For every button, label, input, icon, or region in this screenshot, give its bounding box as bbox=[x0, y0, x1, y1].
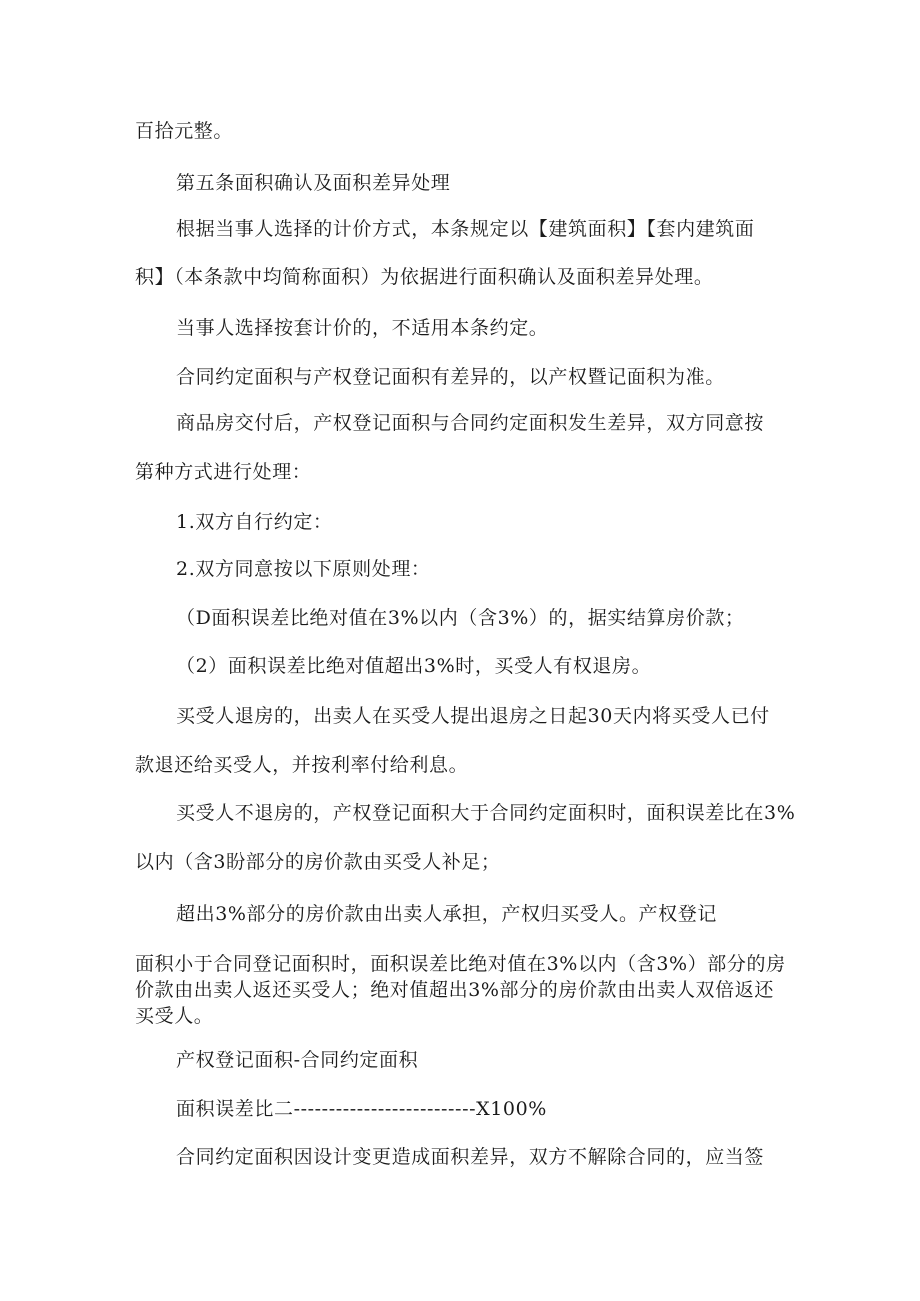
paragraph-line: 合同约定面积与产权登记面积有差异的，以产权暨记面积为准。 bbox=[176, 366, 725, 388]
paragraph-line: 款退还给买受人，并按利率付给利息。 bbox=[135, 754, 469, 776]
list-item: 2.双方同意按以下原则处理： bbox=[176, 558, 431, 580]
paragraph-line: 面积小于合同登记面积时，面积误差比绝对值在3%以内（含3%）部分的房 bbox=[135, 953, 786, 975]
paragraph-line: 积】（本条款中均简称面积）为依据进行面积确认及面积差异处理。 bbox=[135, 266, 714, 288]
paragraph-line: 买受人不退房的，产权登记面积大于合同约定面积时，面积误差比在3% bbox=[176, 802, 796, 824]
paragraph-line: 价款由出卖人返还买受人；绝对值超出3%部分的房价款由出卖人双倍返还 bbox=[135, 979, 774, 1001]
paragraph-line: 第种方式进行处理： bbox=[135, 461, 312, 483]
paragraph-line: 当事人选择按套计价的，不适用本条约定。 bbox=[176, 317, 549, 339]
formula-line: 面积误差比二--------------------------X100% bbox=[176, 1098, 547, 1120]
paragraph-line: 超出3%部分的房价款由出卖人承担，产权归买受人。产权登记 bbox=[176, 903, 717, 925]
formula-numerator: 产权登记面积-合同约定面积 bbox=[176, 1049, 419, 1071]
paragraph-line: 根据当事人选择的计价方式，本条规定以【建筑面积】【套内建筑面 bbox=[176, 218, 755, 240]
paragraph-line: 商品房交付后，产权登记面积与合同约定面积发生差异，双方同意按 bbox=[176, 412, 765, 434]
paragraph-line: 合同约定面积因设计变更造成面积差异，双方不解除合同的，应当签 bbox=[176, 1146, 765, 1168]
paragraph-line: 百拾元整。 bbox=[135, 120, 234, 142]
paragraph-line: 以内（含3盼部分的房价款由买受人补足； bbox=[135, 851, 501, 873]
list-item: （D面积误差比绝对值在3%以内（含3%）的，据实结算房价款； bbox=[176, 607, 745, 629]
list-item: 1.双方自行约定： bbox=[176, 511, 333, 533]
paragraph-line: 买受人退房的，出卖人在买受人提出退房之日起30天内将买受人已付 bbox=[176, 705, 770, 727]
list-item: （2）面积误差比绝对值超出3%时，买受人有权退房。 bbox=[176, 655, 652, 677]
paragraph-line: 买受人。 bbox=[135, 1005, 214, 1027]
section-heading: 第五条面积确认及面积差异处理 bbox=[176, 172, 451, 194]
